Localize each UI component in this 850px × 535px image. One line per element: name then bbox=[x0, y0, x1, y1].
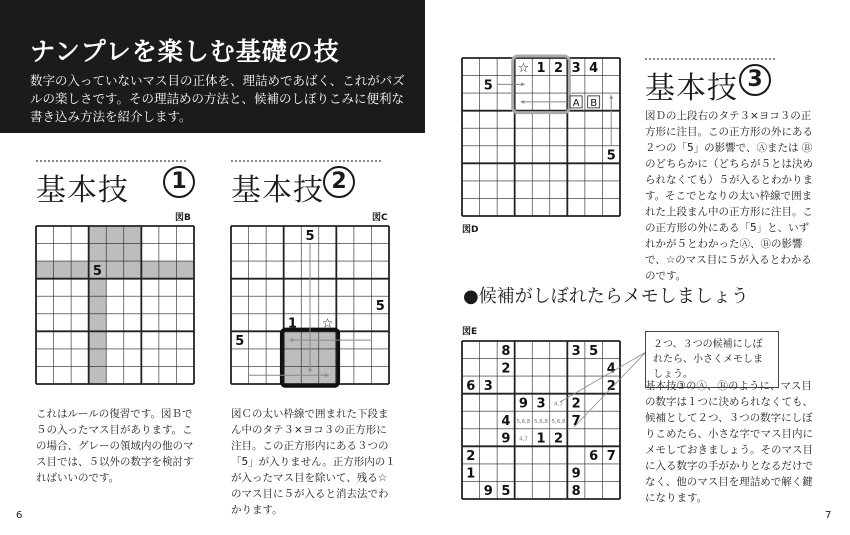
shaded-cell bbox=[89, 226, 107, 244]
shaded-cell bbox=[36, 261, 54, 279]
cell-digit: 5 bbox=[305, 228, 315, 244]
technique-label: 基本技 bbox=[645, 71, 738, 106]
lead-text: 数字の入っていないマス目の正体を、理詰めであばく、これがパズルの楽しさです。その理詰めの方法と、候補のしぼりこみに便利な書き込み方法を紹介します。 bbox=[30, 73, 405, 124]
technique-number-badge: 3 bbox=[739, 64, 771, 96]
cell-digit: ☆ bbox=[517, 60, 530, 76]
shaded-cell bbox=[106, 226, 124, 244]
shaded-cell bbox=[89, 279, 107, 297]
cell-digit: 5 bbox=[589, 343, 599, 359]
cell-digit: 2 bbox=[501, 361, 511, 377]
cell-digit: 9 bbox=[518, 396, 528, 412]
cell-digit: 9 bbox=[501, 431, 511, 447]
shaded-cell bbox=[159, 261, 177, 279]
cell-digit: 9 bbox=[571, 466, 581, 482]
dotted-rule bbox=[645, 58, 775, 60]
shaded-cell bbox=[89, 349, 107, 367]
technique-label: 基本技 bbox=[231, 173, 324, 208]
technique-label: 基本技 bbox=[36, 173, 129, 208]
shaded-cell bbox=[124, 261, 142, 279]
cell-digit: 5 bbox=[235, 334, 245, 350]
shaded-cell bbox=[106, 244, 124, 262]
candidate-memo: 4,7 bbox=[519, 436, 528, 443]
candidate-memo: 5,6,8 bbox=[551, 419, 566, 425]
shaded-cell bbox=[176, 261, 194, 279]
cell-digit: 3 bbox=[536, 396, 546, 412]
cell-digit: 3 bbox=[571, 60, 581, 76]
grid-svg bbox=[231, 226, 389, 384]
grid-svg bbox=[36, 226, 194, 384]
cell-digit: 2 bbox=[466, 449, 476, 465]
arrow-head bbox=[521, 100, 525, 104]
figure-e-description: 基本技③のⒶ、Ⓑのように、マス目の数字は１つに決められなくても、候補として２つ、３つの数字にしぼりこめたら、小さな字でマス目内にメモしておきましょう。そのマス目に入る数字の手がかりとなるだけでなく、他のマス目を理詰めで解く鍵になります。 bbox=[645, 380, 813, 504]
technique-number-badge: 2 bbox=[323, 166, 355, 198]
cell-digit: 6 bbox=[589, 449, 599, 465]
arrow-head bbox=[609, 95, 613, 99]
shaded-cell bbox=[89, 314, 107, 332]
sudoku-grid-c bbox=[231, 226, 389, 384]
cell-digit: 3 bbox=[571, 343, 581, 359]
grid-svg bbox=[462, 58, 620, 216]
callout-leader-lines bbox=[560, 352, 650, 432]
shaded-cell bbox=[319, 349, 337, 367]
technique-number-badge: 1 bbox=[163, 166, 195, 198]
shaded-cell bbox=[284, 349, 302, 367]
page-header bbox=[0, 0, 425, 133]
cell-digit: 5 bbox=[375, 299, 385, 314]
cell-digit: ☆ bbox=[321, 316, 334, 332]
cell-digit: 5 bbox=[483, 78, 493, 94]
cell-digit: 1 bbox=[466, 466, 476, 482]
cell-digit: 3 bbox=[483, 378, 493, 394]
sudoku-grid-b bbox=[36, 226, 194, 384]
section-heading-memo: ●候補がしぼれたらメモしましょう bbox=[463, 286, 749, 307]
page-number-left: 6 bbox=[16, 510, 23, 521]
cell-digit: 2 bbox=[554, 431, 564, 447]
figure-d-description: 図Ｄの上段右のタテ３×ヨコ３の正方形に注目。この正方形の外にある２つの「5」の影響で、Ⓐまたは Ⓑのどちらかに（どちらが５とは決められなくても）５が入るとわかります。そこでとなりの太い枠線で囲まれた上段まん中の正方形に注目。この正方形の外にある「5」と、いずれかが５とわかったⒶ、Ⓑの影響で、☆のマス目に５が入るとわかるのです。 bbox=[645, 110, 813, 282]
cell-digit: 9 bbox=[483, 484, 493, 500]
cell-digit: 5 bbox=[92, 263, 102, 279]
shaded-cell bbox=[141, 261, 159, 279]
figure-b-description: これはルールの復習です。図Ｂで５の入ったマス目があります。この場合、グレーの領域内の他のマス目では、５以外の数字を検討すればいいのです。 bbox=[36, 408, 194, 484]
figure-c-description: 図Ｃの太い枠線で囲まれた下段まん中のタテ３×ヨコ３の正方形に注目。この正方形内にある３つの「5」が入りません。正方形内の１が入ったマス目を除いて、残る☆のマス目に５が入ると消去法でわかります。 bbox=[231, 408, 396, 516]
sudoku-grid-d bbox=[462, 58, 620, 216]
memo-callout: ２つ、３つの候補にしぼれたら、小さくメモしましょう。 bbox=[645, 331, 779, 388]
figure-c-label: 図C bbox=[372, 213, 388, 223]
cell-digit: 2 bbox=[606, 378, 616, 394]
shaded-cell bbox=[124, 226, 142, 244]
cell-digit: 8 bbox=[571, 484, 581, 500]
cell-digit: 2 bbox=[571, 396, 581, 412]
cell-digit: 7 bbox=[571, 414, 581, 429]
shaded-cell bbox=[124, 244, 142, 262]
figure-d-label: 図D bbox=[462, 225, 479, 235]
cell-digit: 5 bbox=[606, 148, 616, 164]
candidate-memo: 4,7 bbox=[554, 401, 563, 408]
cell-digit: 6 bbox=[466, 378, 476, 394]
cell-digit: 8 bbox=[501, 343, 511, 359]
candidate-memo: 5,6,8 bbox=[516, 419, 531, 425]
shaded-cell bbox=[89, 331, 107, 349]
shaded-cell bbox=[89, 296, 107, 314]
arrow-head bbox=[521, 82, 525, 86]
page-number-right: 7 bbox=[825, 510, 832, 521]
cell-digit: 1 bbox=[536, 60, 546, 76]
cell-digit: 1 bbox=[287, 316, 297, 332]
dotted-rule bbox=[231, 160, 381, 162]
cell-digit: 4 bbox=[589, 60, 599, 76]
figure-b-label: 図B bbox=[175, 213, 191, 223]
cell-digit: 4 bbox=[606, 361, 616, 377]
cell-digit: 2 bbox=[554, 60, 564, 76]
shaded-cell bbox=[89, 366, 107, 384]
candidate-mark: B bbox=[590, 97, 598, 109]
page-title: ナンプレを楽しむ基礎の技 bbox=[30, 37, 340, 66]
cell-digit: 7 bbox=[606, 449, 616, 465]
cell-digit: 4 bbox=[501, 414, 511, 429]
cell-digit: 5 bbox=[501, 484, 511, 500]
candidate-mark: A bbox=[572, 97, 580, 109]
shaded-cell bbox=[54, 261, 72, 279]
candidate-memo: 5,6,8 bbox=[534, 419, 548, 425]
shaded-cell bbox=[106, 261, 124, 279]
cell-digit: 1 bbox=[536, 431, 546, 447]
figure-e-label: 図E bbox=[462, 327, 478, 337]
shaded-cell bbox=[89, 244, 107, 262]
shaded-cell bbox=[71, 261, 89, 279]
dotted-rule bbox=[36, 160, 186, 162]
